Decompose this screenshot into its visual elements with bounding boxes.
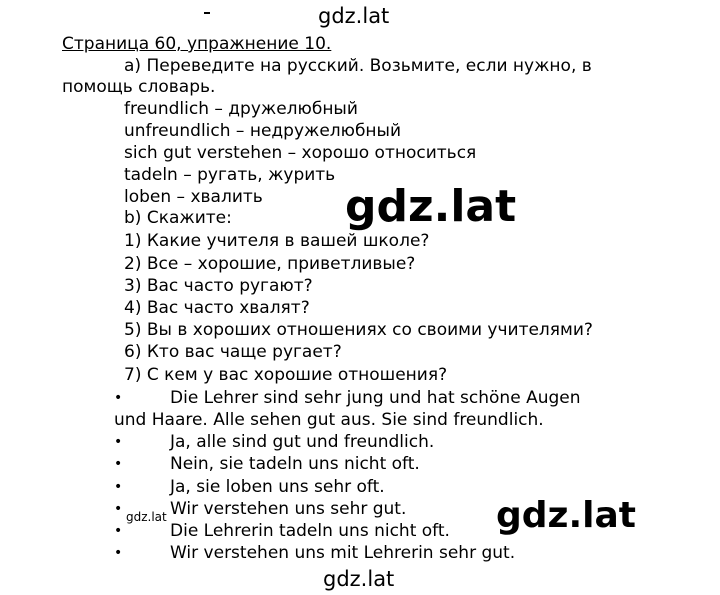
question-item: 2) Все – хорошие, приветливые? xyxy=(124,254,416,274)
vocab-item: freundlich – дружелюбный xyxy=(124,99,358,119)
question-item: 7) С кем у вас хорошие отношения? xyxy=(124,365,448,385)
answer-item: Die Lehrerin tadeln uns nicht oft. xyxy=(170,521,450,541)
instruction-line-2: помощь словарь. xyxy=(62,77,216,97)
watermark-bottom: gdz.lat xyxy=(323,567,395,591)
stray-mark xyxy=(204,12,210,14)
page-heading: Страница 60, упражнение 10. xyxy=(62,34,332,54)
bullet: • xyxy=(114,479,123,495)
vocab-item: loben – хвалить xyxy=(124,187,263,207)
answer-item: Ja, sie loben uns sehr oft. xyxy=(170,477,385,497)
question-item: 4) Вас часто хвалят? xyxy=(124,298,310,318)
question-item: 1) Какие учителя в вашей школе? xyxy=(124,231,430,251)
answer-continuation: und Haare. Alle sehen gut aus. Sie sind freundlich. xyxy=(114,410,544,430)
bullet: • xyxy=(114,545,123,561)
vocab-item: unfreundlich – недружелюбный xyxy=(124,121,402,141)
question-item: 6) Кто вас чаще ругает? xyxy=(124,342,342,362)
answer-item: Die Lehrer sind sehr jung und hat schöne Augen xyxy=(170,388,581,408)
bullet: • xyxy=(114,390,123,406)
answer-item: Wir verstehen uns mit Lehrerin sehr gut. xyxy=(170,543,516,563)
bullet: • xyxy=(114,456,123,472)
watermark-top: gdz.lat xyxy=(318,4,390,28)
question-item: 5) Вы в хороших отношениях со своими учителями? xyxy=(124,320,593,340)
bullet: • xyxy=(114,523,123,539)
question-item: 3) Вас часто ругают? xyxy=(124,276,313,296)
answer-item: Nein, sie tadeln uns nicht oft. xyxy=(170,454,420,474)
answer-item: Wir verstehen uns sehr gut. xyxy=(170,499,407,519)
instruction-line-1: a) Переведите на русский. Возьмите, если нужно, в xyxy=(124,56,592,76)
watermark-tiny: gdz.lat xyxy=(126,510,167,524)
part-b-title: b) Скажите: xyxy=(124,208,232,228)
watermark-right: gdz.lat xyxy=(496,495,637,536)
bullet: • xyxy=(114,434,123,450)
vocab-item: tadeln – ругать, журить xyxy=(124,165,336,185)
vocab-item: sich gut verstehen – хорошо относиться xyxy=(124,143,477,163)
watermark-center: gdz.lat xyxy=(345,181,517,232)
answer-item: Ja, alle sind gut und freundlich. xyxy=(170,432,435,452)
bullet: • xyxy=(114,501,123,517)
